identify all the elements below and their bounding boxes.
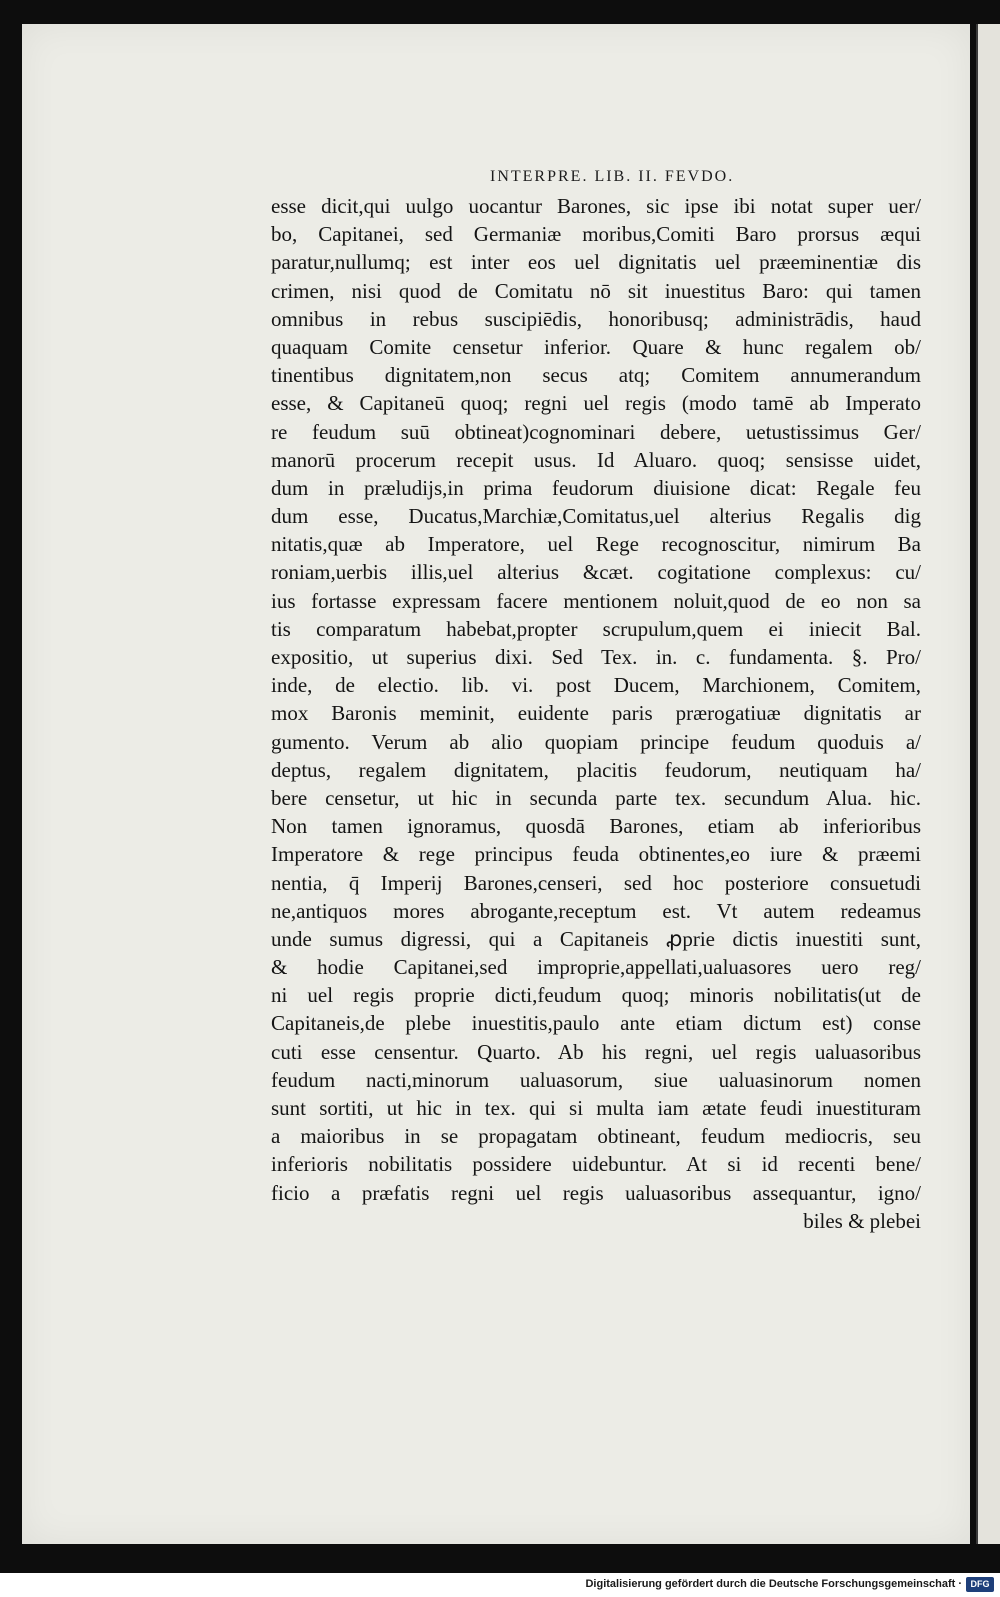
- text-line: nentia, q̄ Imperij Barones,censeri, sed hoc posteriore consuetudi: [271, 870, 921, 895]
- running-head: INTERPRE. LIB. II. FEVDO.: [490, 168, 735, 185]
- text-line: ne,antiquos mores abrogante,receptum est. Vt autem redeamus: [271, 898, 921, 923]
- text-line: inferioris nobilitatis possidere uidebuntur. At si id recenti bene/: [271, 1152, 921, 1177]
- text-line: & hodie Capitanei,sed improprie,appellati,ualuasores uero reg/: [271, 955, 921, 980]
- text-line: manorū procerum recepit usus. Id Aluaro. quoq; sensisse uidet,: [271, 447, 921, 472]
- text-line: nitatis,quæ ab Imperatore, uel Rege recognoscitur, nimirum Ba: [271, 532, 921, 557]
- text-line: omnibus in rebus suscipiēdis, honoribusq; administrādis, haud: [271, 306, 921, 331]
- body-text: [271, 192, 921, 1235]
- dfg-logo-icon: DFG: [966, 1577, 994, 1592]
- footer-bar: [0, 1573, 1000, 1597]
- text-line: paratur,nullumq; est inter eos uel dignitatis uel præeminentiæ dis: [271, 250, 921, 275]
- text-line: re feudum suū obtineat)cognominari debere, uetustissimus Ger/: [271, 419, 921, 444]
- page-edge: [976, 24, 1000, 1544]
- text-line: unde sumus digressi, qui a Capitaneis ꝓprie dictis inuestiti sunt,: [271, 926, 921, 951]
- text-line: inde, de electio. lib. vi. post Ducem, Marchionem, Comitem,: [271, 673, 921, 698]
- text-line: ni uel regis proprie dicti,feudum quoq; minoris nobilitatis(ut de: [271, 983, 921, 1008]
- text-line: feudum nacti,minorum ualuasorum, siue ualuasinorum nomen: [271, 1067, 921, 1092]
- text-line: tinentibus dignitatem,non secus atq; Comitem annumerandum: [271, 363, 921, 388]
- text-line: dum esse, Ducatus,Marchiæ,Comitatus,uel alterius Regalis dig: [271, 504, 921, 529]
- text-line: a maioribus in se propagatam obtineant, feudum mediocris, seu: [271, 1124, 921, 1149]
- text-line: ius fortasse expressam facere mentionem noluit,quod de eo non sa: [271, 588, 921, 613]
- catchword: biles & plebei: [803, 1208, 921, 1233]
- text-line: crimen, nisi quod de Comitatu nō sit inuestitus Baro: qui tamen: [271, 278, 921, 303]
- text-line: Imperatore & rege principus feuda obtinentes,eo iure & præemi: [271, 842, 921, 867]
- text-line: Non tamen ignoramus, quosdā Barones, etiam ab inferioribus: [271, 814, 921, 839]
- text-line: sunt sortiti, ut hic in tex. qui si multa iam ætate feudi inuestituram: [271, 1096, 921, 1120]
- text-line: esse, & Capitaneū quoq; regni uel regis (modo tamē ab Imperato: [271, 391, 921, 416]
- text-line: Capitaneis,de plebe inuestitis,paulo ante etiam dictum est) conse: [271, 1011, 921, 1036]
- text-line: ficio a præfatis regni uel regis ualuasoribus assequantur, igno/: [271, 1180, 921, 1205]
- text-line: tis comparatum habebat,propter scrupulum,quem ei iniecit Bal.: [271, 616, 921, 641]
- text-line: dum in præludijs,in prima feudorum diuisione dicat: Regale feu: [271, 475, 921, 500]
- text-line: bo, Capitanei, sed Germaniæ moribus,Comiti Baro prorsus æqui: [271, 222, 921, 247]
- text-line: cuti esse censentur. Quarto. Ab his regni, uel regis ualuasoribus: [271, 1039, 921, 1064]
- text-line: mox Baronis meminit, euidente paris prærogatiuæ dignitatis ar: [271, 701, 921, 726]
- text-line: bere censetur, ut hic in secunda parte tex. secundum Alua. hic.: [271, 785, 921, 810]
- text-line: deptus, regalem dignitatem, placitis feudorum, neutiquam ha/: [271, 757, 921, 782]
- text-line: expositio, ut superius dixi. Sed Tex. in. c. fundamenta. §. Pro/: [271, 645, 921, 669]
- text-line: esse dicit,qui uulgo uocantur Barones, sic ipse ibi notat super uer/: [271, 194, 921, 218]
- text-line: quaquam Comite censetur inferior. Quare & hunc regalem ob/: [271, 334, 921, 359]
- text-line: gumento. Verum ab alio quopiam principe feudum quoduis a/: [271, 729, 921, 754]
- funding-credit: Digitalisierung gefördert durch die Deutsche Forschungsgemeinschaft ·: [585, 1578, 962, 1590]
- text-line: roniam,uerbis illis,uel alterius &cæt. cogitatione complexus: cu/: [271, 560, 921, 585]
